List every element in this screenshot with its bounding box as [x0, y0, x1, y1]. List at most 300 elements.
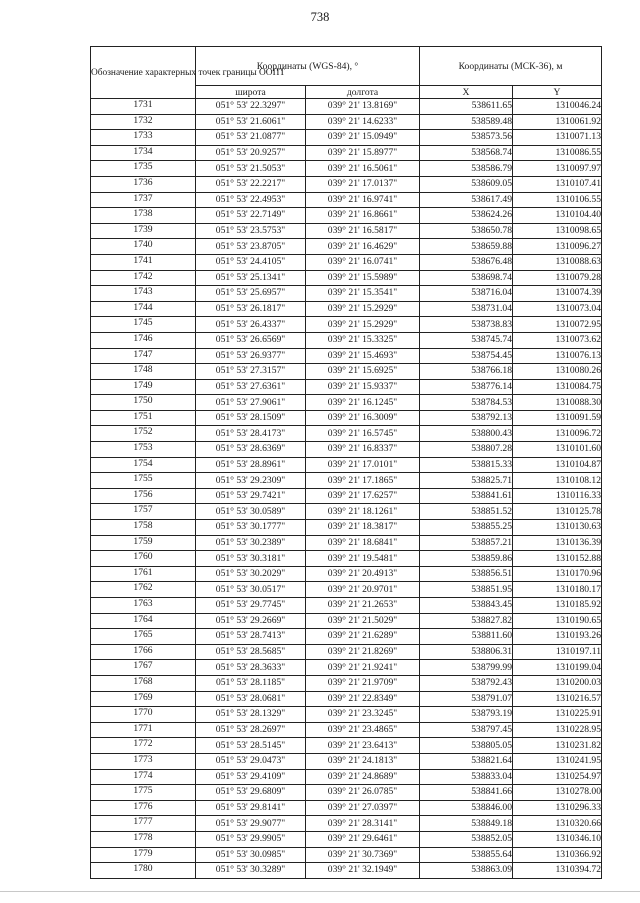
y-coordinate-cell: 1310072.95 — [513, 317, 602, 333]
longitude-cell: 039° 21' 15.8977" — [306, 145, 420, 161]
point-id-cell: 1746 — [91, 332, 196, 348]
latitude-cell: 051° 53' 29.6809" — [196, 785, 306, 801]
x-coordinate-cell: 538568.74 — [420, 145, 513, 161]
x-coordinate-cell: 538792.43 — [420, 675, 513, 691]
table-row — [91, 176, 602, 192]
table-row — [91, 317, 602, 333]
table-row — [91, 161, 602, 177]
x-coordinate-cell: 538827.82 — [420, 613, 513, 629]
y-coordinate-cell: 1310097.97 — [513, 161, 602, 177]
point-id-cell: 1733 — [91, 130, 196, 146]
x-coordinate-cell: 538805.05 — [420, 738, 513, 754]
page-bottom-divider — [0, 891, 640, 892]
table-row — [91, 426, 602, 442]
table-row — [91, 613, 602, 629]
y-coordinate-cell: 1310107.41 — [513, 176, 602, 192]
latitude-cell: 051° 53' 21.0877" — [196, 130, 306, 146]
y-coordinate-cell: 1310108.12 — [513, 473, 602, 489]
table-row — [91, 99, 602, 115]
latitude-cell: 051° 53' 22.3297" — [196, 99, 306, 115]
point-id-cell: 1736 — [91, 176, 196, 192]
y-coordinate-cell: 1310061.92 — [513, 114, 602, 130]
table-row — [91, 457, 602, 473]
longitude-cell: 039° 21' 17.6257" — [306, 488, 420, 504]
latitude-cell: 051° 53' 23.5753" — [196, 223, 306, 239]
y-coordinate-cell: 1310104.40 — [513, 208, 602, 224]
table-row — [91, 816, 602, 832]
longitude-cell: 039° 21' 16.1245" — [306, 395, 420, 411]
y-coordinate-cell: 1310200.03 — [513, 675, 602, 691]
point-id-cell: 1737 — [91, 192, 196, 208]
x-coordinate-cell: 538800.43 — [420, 426, 513, 442]
x-coordinate-cell: 538859.86 — [420, 551, 513, 567]
table-row — [91, 145, 602, 161]
latitude-cell: 051° 53' 22.2217" — [196, 176, 306, 192]
x-coordinate-cell: 538766.18 — [420, 364, 513, 380]
x-coordinate-cell: 538806.31 — [420, 644, 513, 660]
y-coordinate-cell: 1310152.88 — [513, 551, 602, 567]
latitude-cell: 051° 53' 22.7149" — [196, 208, 306, 224]
point-id-cell: 1764 — [91, 613, 196, 629]
table-row — [91, 769, 602, 785]
x-coordinate-cell: 538716.04 — [420, 286, 513, 302]
x-coordinate-cell: 538807.28 — [420, 442, 513, 458]
y-coordinate-cell: 1310199.04 — [513, 660, 602, 676]
latitude-cell: 051° 53' 28.1185" — [196, 675, 306, 691]
longitude-cell: 039° 21' 13.8169" — [306, 99, 420, 115]
page-number: 738 — [310, 10, 330, 24]
y-coordinate-cell: 1310046.24 — [513, 99, 602, 115]
table-row — [91, 192, 602, 208]
latitude-cell: 051° 53' 28.0681" — [196, 691, 306, 707]
table-row — [91, 332, 602, 348]
table-row — [91, 582, 602, 598]
table-row — [91, 644, 602, 660]
table-row — [91, 286, 602, 302]
longitude-cell: 039° 21' 15.2929" — [306, 301, 420, 317]
table-row — [91, 504, 602, 520]
latitude-cell: 051° 53' 30.3289" — [196, 863, 306, 879]
point-id-cell: 1772 — [91, 738, 196, 754]
latitude-cell: 051° 53' 26.4337" — [196, 317, 306, 333]
msk36-column-header: Координаты (МСК-36), м — [420, 47, 602, 86]
point-id-cell: 1763 — [91, 598, 196, 614]
latitude-cell: 051° 53' 30.0517" — [196, 582, 306, 598]
x-coordinate-cell: 538745.74 — [420, 332, 513, 348]
x-coordinate-cell: 538659.88 — [420, 239, 513, 255]
longitude-cell: 039° 21' 18.3817" — [306, 520, 420, 536]
latitude-cell: 051° 53' 26.1817" — [196, 301, 306, 317]
table-row — [91, 800, 602, 816]
y-coordinate-cell: 1310104.87 — [513, 457, 602, 473]
point-id-cell: 1769 — [91, 691, 196, 707]
point-id-cell: 1747 — [91, 348, 196, 364]
x-coordinate-cell: 538650.78 — [420, 223, 513, 239]
table-row — [91, 130, 602, 146]
y-coordinate-cell: 1310086.55 — [513, 145, 602, 161]
longitude-cell: 039° 21' 23.6413" — [306, 738, 420, 754]
y-coordinate-cell: 1310073.04 — [513, 301, 602, 317]
point-id-cell: 1741 — [91, 254, 196, 270]
table-row — [91, 753, 602, 769]
longitude-cell: 039° 21' 24.1813" — [306, 753, 420, 769]
x-coordinate-cell: 538776.14 — [420, 379, 513, 395]
y-coordinate-cell: 1310091.59 — [513, 410, 602, 426]
y-coordinate-cell: 1310254.97 — [513, 769, 602, 785]
x-coordinate-cell: 538698.74 — [420, 270, 513, 286]
x-coordinate-cell: 538731.04 — [420, 301, 513, 317]
table-row — [91, 660, 602, 676]
y-coordinate-cell: 1310197.11 — [513, 644, 602, 660]
y-coordinate-cell: 1310193.26 — [513, 629, 602, 645]
longitude-cell: 039° 21' 26.0785" — [306, 785, 420, 801]
longitude-cell: 039° 21' 15.9337" — [306, 379, 420, 395]
latitude-column-header: широта — [196, 86, 306, 99]
point-id-cell: 1760 — [91, 551, 196, 567]
table-row — [91, 348, 602, 364]
latitude-cell: 051° 53' 28.8961" — [196, 457, 306, 473]
latitude-cell: 051° 53' 28.2697" — [196, 722, 306, 738]
wgs84-column-header: Координаты (WGS-84), ° — [196, 47, 420, 86]
longitude-cell: 039° 21' 21.8269" — [306, 644, 420, 660]
point-id-cell: 1755 — [91, 473, 196, 489]
table-row — [91, 598, 602, 614]
y-coordinate-cell: 1310366.92 — [513, 847, 602, 863]
point-id-cell: 1766 — [91, 644, 196, 660]
longitude-cell: 039° 21' 15.4693" — [306, 348, 420, 364]
latitude-cell: 051° 53' 30.2389" — [196, 535, 306, 551]
table-row — [91, 442, 602, 458]
latitude-cell: 051° 53' 30.0985" — [196, 847, 306, 863]
y-coordinate-cell: 1310088.63 — [513, 254, 602, 270]
table-row — [91, 114, 602, 130]
point-id-cell: 1749 — [91, 379, 196, 395]
longitude-cell: 039° 21' 17.0101" — [306, 457, 420, 473]
y-coordinate-cell: 1310180.17 — [513, 582, 602, 598]
table-row — [91, 364, 602, 380]
point-id-cell: 1774 — [91, 769, 196, 785]
latitude-cell: 051° 53' 30.3181" — [196, 551, 306, 567]
table-row — [91, 473, 602, 489]
longitude-cell: 039° 21' 15.3325" — [306, 332, 420, 348]
y-coordinate-cell: 1310296.33 — [513, 800, 602, 816]
y-coordinate-cell: 1310116.33 — [513, 488, 602, 504]
point-id-cell: 1742 — [91, 270, 196, 286]
x-coordinate-cell: 538797.45 — [420, 722, 513, 738]
point-id-cell: 1767 — [91, 660, 196, 676]
longitude-cell: 039° 21' 14.6233" — [306, 114, 420, 130]
longitude-cell: 039° 21' 16.5817" — [306, 223, 420, 239]
longitude-cell: 039° 21' 16.5061" — [306, 161, 420, 177]
table-row — [91, 239, 602, 255]
longitude-cell: 039° 21' 23.3245" — [306, 707, 420, 723]
y-coordinate-cell: 1310278.00 — [513, 785, 602, 801]
table-row — [91, 535, 602, 551]
x-coordinate-cell: 538617.49 — [420, 192, 513, 208]
point-id-cell: 1731 — [91, 99, 196, 115]
point-id-cell: 1758 — [91, 520, 196, 536]
longitude-cell: 039° 21' 17.0137" — [306, 176, 420, 192]
table-row — [91, 410, 602, 426]
coordinates-table — [90, 46, 602, 879]
latitude-cell: 051° 53' 28.5685" — [196, 644, 306, 660]
table-row — [91, 847, 602, 863]
longitude-cell: 039° 21' 24.8689" — [306, 769, 420, 785]
point-id-cell: 1754 — [91, 457, 196, 473]
x-coordinate-cell: 538573.56 — [420, 130, 513, 146]
latitude-cell: 051° 53' 27.3157" — [196, 364, 306, 380]
y-coordinate-cell: 1310346.10 — [513, 831, 602, 847]
latitude-cell: 051° 53' 28.4173" — [196, 426, 306, 442]
x-coordinate-cell: 538821.64 — [420, 753, 513, 769]
latitude-cell: 051° 53' 28.3633" — [196, 660, 306, 676]
longitude-cell: 039° 21' 21.6289" — [306, 629, 420, 645]
point-id-cell: 1778 — [91, 831, 196, 847]
table-row — [91, 520, 602, 536]
y-coordinate-cell: 1310079.28 — [513, 270, 602, 286]
latitude-cell: 051° 53' 29.7421" — [196, 488, 306, 504]
point-id-cell: 1735 — [91, 161, 196, 177]
point-id-cell: 1748 — [91, 364, 196, 380]
x-coordinate-cell: 538676.48 — [420, 254, 513, 270]
longitude-cell: 039° 21' 16.9741" — [306, 192, 420, 208]
x-coordinate-cell: 538841.61 — [420, 488, 513, 504]
x-coordinate-cell: 538843.45 — [420, 598, 513, 614]
latitude-cell: 051° 53' 29.2669" — [196, 613, 306, 629]
point-id-cell: 1744 — [91, 301, 196, 317]
point-id-cell: 1762 — [91, 582, 196, 598]
longitude-cell: 039° 21' 21.5029" — [306, 613, 420, 629]
table-row — [91, 395, 602, 411]
point-id-cell: 1734 — [91, 145, 196, 161]
x-coordinate-cell: 538611.65 — [420, 99, 513, 115]
table-row — [91, 722, 602, 738]
x-coordinate-cell: 538791.07 — [420, 691, 513, 707]
longitude-cell: 039° 21' 16.8661" — [306, 208, 420, 224]
latitude-cell: 051° 53' 29.9077" — [196, 816, 306, 832]
y-coordinate-cell: 1310106.55 — [513, 192, 602, 208]
point-id-cell: 1775 — [91, 785, 196, 801]
point-id-cell: 1738 — [91, 208, 196, 224]
x-coordinate-cell: 538624.26 — [420, 208, 513, 224]
longitude-cell: 039° 21' 32.1949" — [306, 863, 420, 879]
latitude-cell: 051° 53' 22.4953" — [196, 192, 306, 208]
latitude-cell: 051° 53' 30.2029" — [196, 566, 306, 582]
table-header-row — [91, 47, 602, 86]
x-coordinate-cell: 538799.99 — [420, 660, 513, 676]
table-row — [91, 785, 602, 801]
longitude-cell: 039° 21' 20.4913" — [306, 566, 420, 582]
latitude-cell: 051° 53' 29.7745" — [196, 598, 306, 614]
longitude-cell: 039° 21' 23.4865" — [306, 722, 420, 738]
x-coordinate-cell: 538851.95 — [420, 582, 513, 598]
y-coordinate-cell: 1310125.78 — [513, 504, 602, 520]
latitude-cell: 051° 53' 25.1341" — [196, 270, 306, 286]
latitude-cell: 051° 53' 28.6369" — [196, 442, 306, 458]
longitude-cell: 039° 21' 21.9241" — [306, 660, 420, 676]
point-column-header: Обозначение характерных точек границы ООПТ — [91, 47, 196, 99]
table-row — [91, 863, 602, 879]
point-id-cell: 1771 — [91, 722, 196, 738]
longitude-cell: 039° 21' 20.9701" — [306, 582, 420, 598]
latitude-cell: 051° 53' 30.1777" — [196, 520, 306, 536]
x-coordinate-cell: 538609.05 — [420, 176, 513, 192]
table-row — [91, 691, 602, 707]
latitude-cell: 051° 53' 27.6361" — [196, 379, 306, 395]
point-id-cell: 1780 — [91, 863, 196, 879]
y-coordinate-cell: 1310096.72 — [513, 426, 602, 442]
latitude-cell: 051° 53' 20.9257" — [196, 145, 306, 161]
y-coordinate-cell: 1310136.39 — [513, 535, 602, 551]
longitude-cell: 039° 21' 15.2929" — [306, 317, 420, 333]
longitude-cell: 039° 21' 16.4629" — [306, 239, 420, 255]
longitude-cell: 039° 21' 27.0397" — [306, 800, 420, 816]
point-id-cell: 1761 — [91, 566, 196, 582]
y-coordinate-cell: 1310185.92 — [513, 598, 602, 614]
x-coordinate-cell: 538855.25 — [420, 520, 513, 536]
point-id-cell: 1750 — [91, 395, 196, 411]
x-coordinate-cell: 538855.64 — [420, 847, 513, 863]
x-coordinate-cell: 538863.09 — [420, 863, 513, 879]
latitude-cell: 051° 53' 23.8705" — [196, 239, 306, 255]
point-id-cell: 1732 — [91, 114, 196, 130]
longitude-cell: 039° 21' 16.3009" — [306, 410, 420, 426]
table-row — [91, 488, 602, 504]
y-coordinate-cell: 1310231.82 — [513, 738, 602, 754]
table-row — [91, 707, 602, 723]
y-coordinate-cell: 1310394.72 — [513, 863, 602, 879]
longitude-cell: 039° 21' 16.0741" — [306, 254, 420, 270]
longitude-cell: 039° 21' 16.5745" — [306, 426, 420, 442]
latitude-cell: 051° 53' 27.9061" — [196, 395, 306, 411]
point-id-cell: 1777 — [91, 816, 196, 832]
y-coordinate-cell: 1310190.65 — [513, 613, 602, 629]
x-coordinate-cell: 538825.71 — [420, 473, 513, 489]
point-id-cell: 1740 — [91, 239, 196, 255]
point-id-cell: 1745 — [91, 317, 196, 333]
point-id-cell: 1752 — [91, 426, 196, 442]
longitude-cell: 039° 21' 15.5989" — [306, 270, 420, 286]
table-row — [91, 270, 602, 286]
y-coordinate-cell: 1310076.13 — [513, 348, 602, 364]
longitude-cell: 039° 21' 29.6461" — [306, 831, 420, 847]
table-row — [91, 831, 602, 847]
latitude-cell: 051° 53' 21.6061" — [196, 114, 306, 130]
point-id-cell: 1770 — [91, 707, 196, 723]
table-body — [91, 99, 602, 879]
y-coordinate-cell: 1310101.60 — [513, 442, 602, 458]
point-id-cell: 1759 — [91, 535, 196, 551]
x-coordinate-cell: 538589.48 — [420, 114, 513, 130]
table-row — [91, 254, 602, 270]
longitude-cell: 039° 21' 28.3141" — [306, 816, 420, 832]
x-coordinate-cell: 538815.33 — [420, 457, 513, 473]
x-coordinate-cell: 538833.04 — [420, 769, 513, 785]
y-coordinate-cell: 1310225.91 — [513, 707, 602, 723]
y-coordinate-cell: 1310084.75 — [513, 379, 602, 395]
table-row — [91, 566, 602, 582]
longitude-cell: 039° 21' 18.6841" — [306, 535, 420, 551]
y-coordinate-cell: 1310098.65 — [513, 223, 602, 239]
latitude-cell: 051° 53' 29.4109" — [196, 769, 306, 785]
longitude-cell: 039° 21' 21.2653" — [306, 598, 420, 614]
y-coordinate-cell: 1310073.62 — [513, 332, 602, 348]
x-coordinate-cell: 538586.79 — [420, 161, 513, 177]
x-coordinate-cell: 538851.52 — [420, 504, 513, 520]
table-row — [91, 551, 602, 567]
latitude-cell: 051° 53' 29.0473" — [196, 753, 306, 769]
latitude-cell: 051° 53' 29.8141" — [196, 800, 306, 816]
table-row — [91, 675, 602, 691]
longitude-cell: 039° 21' 19.5481" — [306, 551, 420, 567]
y-coordinate-cell: 1310170.96 — [513, 566, 602, 582]
longitude-column-header: долгота — [306, 86, 420, 99]
y-coordinate-cell: 1310080.26 — [513, 364, 602, 380]
table-row — [91, 379, 602, 395]
latitude-cell: 051° 53' 26.6569" — [196, 332, 306, 348]
longitude-cell: 039° 21' 15.6925" — [306, 364, 420, 380]
x-coordinate-cell: 538738.83 — [420, 317, 513, 333]
point-id-cell: 1739 — [91, 223, 196, 239]
longitude-cell: 039° 21' 15.3541" — [306, 286, 420, 302]
longitude-cell: 039° 21' 16.8337" — [306, 442, 420, 458]
latitude-cell: 051° 53' 30.0589" — [196, 504, 306, 520]
x-coordinate-cell: 538754.45 — [420, 348, 513, 364]
point-id-cell: 1773 — [91, 753, 196, 769]
x-coordinate-cell: 538793.19 — [420, 707, 513, 723]
point-id-cell: 1751 — [91, 410, 196, 426]
y-coordinate-cell: 1310071.13 — [513, 130, 602, 146]
latitude-cell: 051° 53' 29.9905" — [196, 831, 306, 847]
longitude-cell: 039° 21' 30.7369" — [306, 847, 420, 863]
point-id-cell: 1756 — [91, 488, 196, 504]
x-coordinate-cell: 538841.66 — [420, 785, 513, 801]
y-column-header: Y — [513, 86, 602, 99]
table-row — [91, 301, 602, 317]
point-id-cell: 1765 — [91, 629, 196, 645]
longitude-cell: 039° 21' 21.9709" — [306, 675, 420, 691]
x-coordinate-cell: 538792.13 — [420, 410, 513, 426]
x-coordinate-cell: 538852.05 — [420, 831, 513, 847]
y-coordinate-cell: 1310216.57 — [513, 691, 602, 707]
table-row — [91, 223, 602, 239]
x-coordinate-cell: 538784.53 — [420, 395, 513, 411]
y-coordinate-cell: 1310088.30 — [513, 395, 602, 411]
point-id-cell: 1753 — [91, 442, 196, 458]
y-coordinate-cell: 1310130.63 — [513, 520, 602, 536]
table-row — [91, 738, 602, 754]
latitude-cell: 051° 53' 28.1509" — [196, 410, 306, 426]
latitude-cell: 051° 53' 26.9377" — [196, 348, 306, 364]
latitude-cell: 051° 53' 24.4105" — [196, 254, 306, 270]
x-coordinate-cell: 538811.60 — [420, 629, 513, 645]
x-coordinate-cell: 538846.00 — [420, 800, 513, 816]
longitude-cell: 039° 21' 15.0949" — [306, 130, 420, 146]
y-coordinate-cell: 1310320.66 — [513, 816, 602, 832]
point-id-cell: 1779 — [91, 847, 196, 863]
x-coordinate-cell: 538849.18 — [420, 816, 513, 832]
point-id-cell: 1757 — [91, 504, 196, 520]
table-row — [91, 629, 602, 645]
y-coordinate-cell: 1310096.27 — [513, 239, 602, 255]
latitude-cell: 051° 53' 28.1329" — [196, 707, 306, 723]
point-id-cell: 1743 — [91, 286, 196, 302]
longitude-cell: 039° 21' 22.8349" — [306, 691, 420, 707]
y-coordinate-cell: 1310074.39 — [513, 286, 602, 302]
latitude-cell: 051° 53' 28.7413" — [196, 629, 306, 645]
longitude-cell: 039° 21' 17.1865" — [306, 473, 420, 489]
table-row — [91, 208, 602, 224]
